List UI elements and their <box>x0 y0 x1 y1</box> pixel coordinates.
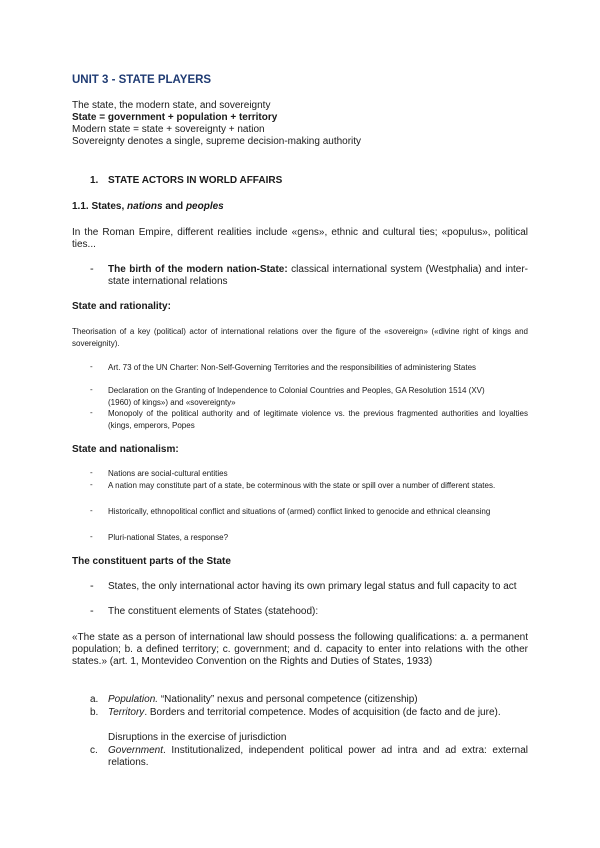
bullet-dash: - <box>90 580 94 592</box>
letter-a: a. <box>90 694 99 705</box>
subsection-nations: nations <box>127 201 163 212</box>
state-rationality-heading: State and rationality: <box>72 301 171 312</box>
birth-rest: classical international system (Westphalia) and inter-state international relations <box>108 264 528 287</box>
subsection-1-1-heading <box>72 201 224 213</box>
intro-line-1: The state, the modern state, and sovereignty <box>72 100 271 111</box>
nationalism-item-3: Historically, ethnopolitical conflict and situations of (armed) conflict linked to genocide and ethnical cleansing <box>108 507 491 516</box>
constituent-item-1: States, the only international actor having its own primary legal status and full capacity to act <box>108 581 517 592</box>
rationality-item-2: Declaration on the Granting of Independence to Colonial Countries and Peoples, GA Resolution 1514 (XV) (1960) of kings») and «sovereignty» <box>108 386 485 407</box>
state-nationalism-heading: State and nationalism: <box>72 444 179 455</box>
bullet-dash: - <box>90 263 94 275</box>
term-territory: Territory <box>108 707 145 718</box>
nationalism-item-4: Pluri-national States, a response? <box>108 533 229 542</box>
montevideo-quote: «The state as a person of international law should possess the following qualifications: a. a permanent population; b. a defined territory; c. government; and d. capacity to enter into relations with the other states.» (art. 1, Montevideo Convention on the Rights and Duties of States, 1933) <box>72 632 528 667</box>
intro-line-4: Sovereignty denotes a single, supreme decision-making authority <box>72 136 362 147</box>
section-1-number: 1. <box>90 175 99 186</box>
term-population: Population. <box>108 694 159 705</box>
text-territory: . Borders and territorial competence. Modes of acquisition (de facto and de jure). <box>144 707 501 718</box>
item-government <box>108 745 528 769</box>
intro-line-2: State = government + population + territory <box>72 112 278 123</box>
subsection-peoples: peoples <box>185 201 224 212</box>
rationality-item-1: Art. 73 of the UN Charter: Non-Self-Governing Territories and the responsibilities of administering States <box>108 363 477 372</box>
birth-bold: The birth of the modern nation-State: <box>108 264 288 275</box>
constituent-item-2: The constituent elements of States (statehood): <box>108 606 319 617</box>
bullet-dash: - <box>90 362 93 371</box>
bullet-dash: - <box>90 532 93 541</box>
text-government: . Institutionalized, independent political power ad intra and ad extra: external relations. <box>108 745 528 768</box>
rationality-item-3: Monopoly of the political authority and of legitimate violence vs. the previous fragmented authorities and loyalties (kings, emperors, Popes <box>108 409 528 430</box>
letter-b: b. <box>90 707 99 718</box>
bullet-dash: - <box>90 468 93 477</box>
bullet-dash: - <box>90 480 93 489</box>
item-population <box>108 694 528 706</box>
nationalism-item-1: Nations are social-cultural entities <box>108 469 228 478</box>
intro-line-3: Modern state = state + sovereignty + nation <box>72 124 265 135</box>
text-population: “Nationality” nexus and personal competence (citizenship) <box>158 694 418 705</box>
constituent-heading: The constituent parts of the State <box>72 556 231 567</box>
bullet-dash: - <box>90 385 93 394</box>
unit-title: UNIT 3 - STATE PLAYERS <box>72 74 212 86</box>
bullet-dash: - <box>90 605 94 617</box>
state-rationality-paragraph: Theorisation of a key (political) actor of international relations over the figure of the «sovereign» («divine right of kings and sovereignity). <box>72 327 528 348</box>
subsection-prefix: 1.1. States, <box>72 201 128 212</box>
letter-c: c. <box>90 745 98 756</box>
section-1-title: STATE ACTORS IN WORLD AFFAIRS <box>108 175 283 186</box>
item-territory <box>108 707 528 719</box>
bullet-dash: - <box>90 506 93 515</box>
nationalism-item-2: A nation may constitute part of a state, be coterminous with the state or spill over a number of different states. <box>108 481 496 490</box>
territory-extra: Disruptions in the exercise of jurisdiction <box>108 732 287 743</box>
term-government: Government <box>108 745 164 756</box>
bullet-dash: - <box>90 408 93 417</box>
subsection-and: and <box>162 201 186 212</box>
birth-bullet <box>108 264 528 288</box>
roman-empire-paragraph: In the Roman Empire, different realities include «gens», ethnic and cultural ties; «populus», political ties... <box>72 227 528 250</box>
